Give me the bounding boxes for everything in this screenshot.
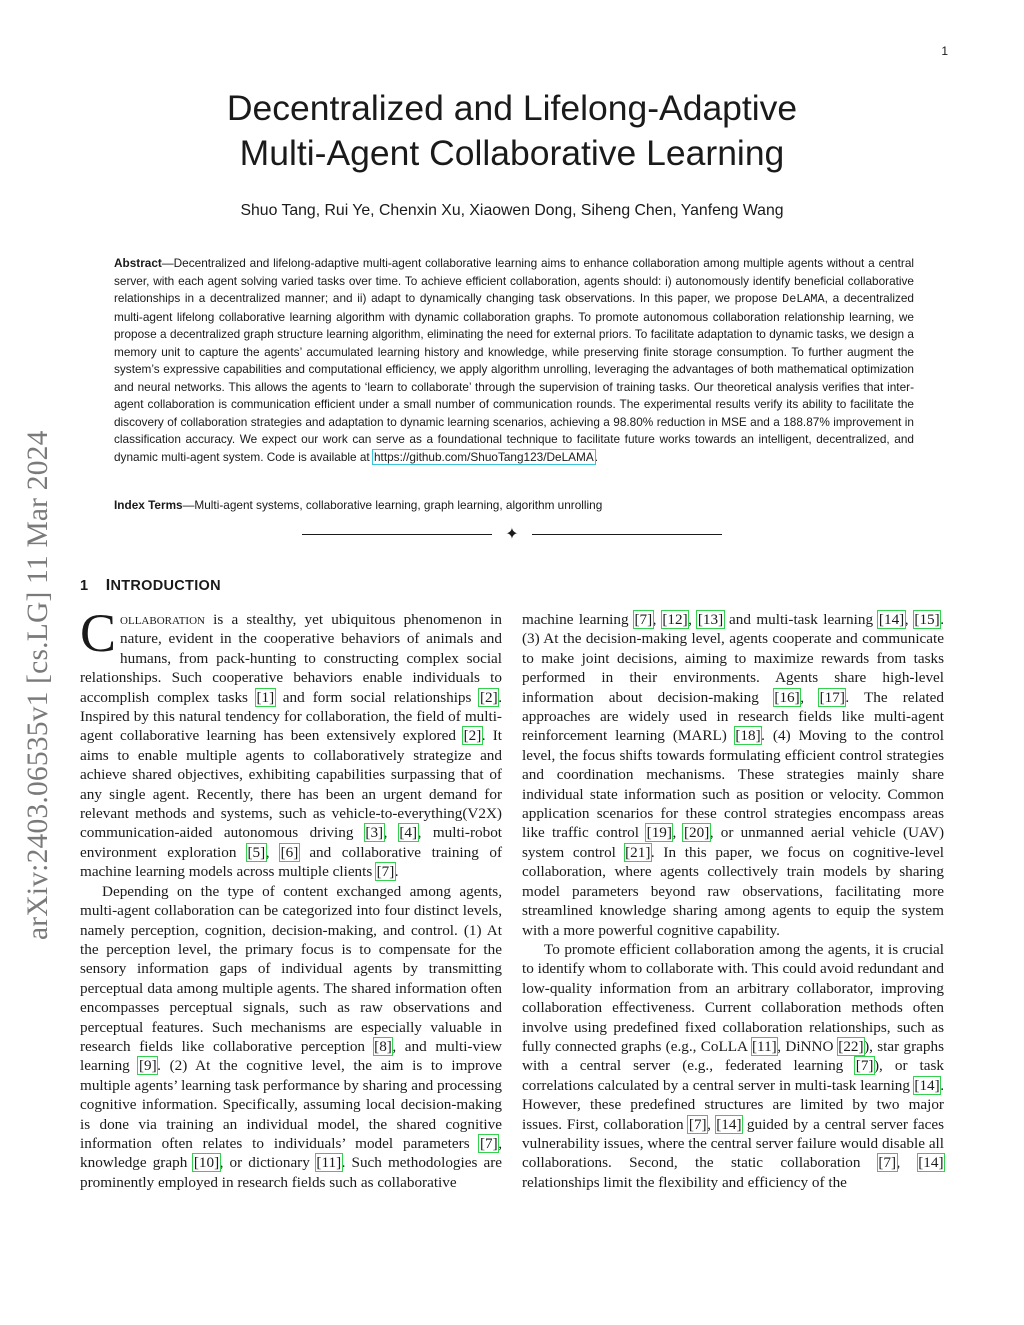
index-terms-dash: — xyxy=(182,498,195,512)
citation-link[interactable]: [7] xyxy=(634,611,653,628)
body-text: . However, these predefined structures are limited by two major issues. First, collaboration xyxy=(522,1076,944,1133)
intro-paragraph-2-continued xyxy=(522,610,944,940)
intro-paragraph-3 xyxy=(522,940,944,1192)
citation-link[interactable]: [13] xyxy=(697,611,724,628)
body-text: , xyxy=(383,824,399,842)
body-text: , knowledge graph xyxy=(80,1134,502,1172)
abstract-text-1: Decentralized and lifelong-adaptive multi-agent collaborative learning aims to enhance collaboration among multiple agents without a central server, with each agent solving varied tasks over time. To achieve efficient collaboration, agents should: i) autonomously identify beneficial collaborative relationships in a decentralized manner; and ii) adapt to dynamically changing task observations. In this paper, we propose xyxy=(114,256,914,305)
citation-link[interactable]: [14] xyxy=(918,1154,944,1172)
abstract-text-2: , a decentralized multi-agent lifelong collaborative learning algorithm with dynamic collaboration graphs. To promote autonomous collaboration relationship learning, we propose a decentralized graph structure learning algorithm, eliminating the need for external priors. To facilitate adaptation to dynamic tasks, we design a memory unit to capture the agents’ accumulated learning history and knowledge, while preserving finite storage consumption. To further augment the system’s expressive capabilities and computational efficiency, we apply algorithm unrolling, leveraging the advantages of both mathematical optimization and neural networks. This allows the agents to ‘learn to collaborate’ through the supervision of training tasks. Our theoretical analysis verifies that inter-agent collaboration is communication efficient under a small number of communication rounds. The experimental results verify its ability to facilitate the discovery of collaboration strategies and adaptation to dynamic learning scenarios, achieving a 98.80% reduction in MSE and a 188.87% improvement in classification accuracy. We expect our work can serve as a foundational technique to facilitate future works towards an intelligent, decentralized, and dynamic multi-agent system. Code is available at xyxy=(114,291,914,464)
separator-diamond-icon: ✦ xyxy=(505,524,519,543)
left-column xyxy=(80,603,503,1192)
intro-paragraph-1 xyxy=(80,603,503,882)
citation-link[interactable]: [14] xyxy=(878,611,905,628)
body-text: . Inspired by this natural tendency for collaboration, the field of multi-agent collaborative learning has been extensively explored xyxy=(80,688,502,745)
section-title-rest: NTRODUCTION xyxy=(110,578,221,594)
body-text: To promote efficient collaboration among the agents, it is crucial to identify whom to collaborate with. This could avoid redundant and low-quality information from an arbitrary collaborator, improving collaboration effectiveness. Current collaboration methods often involve using predefined fixed collaboration relationships, such as fully connected graphs (e.g., CoLLA xyxy=(522,940,944,1055)
citation-link[interactable]: [16] xyxy=(774,688,800,706)
code-link[interactable]: https://github.com/ShuoTang123/DeLAMA xyxy=(374,449,594,464)
section-separator xyxy=(302,524,722,544)
citation-link[interactable]: [12] xyxy=(662,611,688,628)
body-text: , xyxy=(265,843,281,861)
body-text: and multi-task learning xyxy=(723,611,879,628)
body-text: , xyxy=(707,1115,716,1133)
body-text: . (3) At the decision-making level, agents cooperate and communicate to make joint decisions, aiming to maximize rewards from tasks performed in their environments. Agents share high-level information about decision-making xyxy=(522,611,945,706)
citation-link[interactable]: [3] xyxy=(365,824,384,842)
separator-line-right xyxy=(532,534,722,535)
citation-link[interactable]: [11] xyxy=(316,1154,342,1172)
citation-link[interactable]: [6] xyxy=(280,843,299,861)
body-text: . In this paper, we focus on cognitive-level collaboration, where agents collectively train models by sharing model parameters beyond raw observations, facilitating more streamlined knowledge sharing among agents to equip the system with a more powerful cognitive capability. xyxy=(522,843,944,939)
body-text: and form social relationships xyxy=(274,688,480,706)
citation-link[interactable]: [8] xyxy=(374,1037,392,1055)
body-text: machine learning xyxy=(522,611,634,628)
citation-link[interactable]: [2] xyxy=(463,727,482,745)
body-text: , xyxy=(896,1154,918,1172)
abstract-label: Abstract xyxy=(114,256,162,270)
body-text: , xyxy=(652,611,662,628)
citation-link[interactable]: [7] xyxy=(479,1134,498,1152)
body-text: and collaborative training of machine learning models across multiple clients xyxy=(80,843,503,881)
body-text: . It aims to enable multiple agents to collaboratively strategize and achieve shared objectives, exhibiting capabilities surpassing that of any single agent. Recently, there has been an urgent demand for relevant methods and systems, such as vehicle-to-everything(V2X) communication-aided autonomous driving xyxy=(80,727,503,842)
citation-link[interactable]: [7] xyxy=(855,1057,874,1075)
citation-link[interactable]: [22] xyxy=(838,1037,864,1055)
body-text: Depending on the type of content exchanged among agents, multi-agent collaboration can be categorized into four distinct levels, namely perception, cognition, decision-making, and control. (1) At the perception level, the primary focus is to compensate for the sensory information gaps of individual agents by transmitting perceptual data among multiple agents. The shared information often encompasses perceptual signals, such as raw observations and perceptual features. Such mechanisms are especially valuable in research fields like collaborative perception xyxy=(80,882,502,1055)
body-text: . The related approaches are widely used in research fields like multi-agent reinforcement learning (MARL) xyxy=(522,688,945,745)
body-text: guided by a central server faces vulnerability issues, where the central server failure would disable all collaborations. Second, the static collaboration xyxy=(522,1115,944,1172)
citation-link[interactable]: [7] xyxy=(878,1154,897,1172)
body-text: . (4) Moving to the control level, the focus shifts towards formulating efficient control strategies and coordination mechanisms. These strategies mainly share individual state information such as position or velocity. Common application scenarios for these control strategies encompass areas like traffic control xyxy=(522,727,944,842)
citation-link[interactable]: [14] xyxy=(914,1076,940,1094)
body-text: . (2) At the cognitive level, the aim is to improve multiple agents’ learning task performance by sharing and processing cognitive information. Specifically, assuming local decision-making is done via training an individual model, the shared cognitive information often relates to individuals’ model parameters xyxy=(80,1057,502,1152)
citation-link[interactable]: [7] xyxy=(688,1115,707,1133)
body-text: is a stealthy, yet ubiquitous phenomenon in nature, evident in the cooperative behaviors of animals and humans, from pack-hunting to constructing complex social relationships. Such cooperative behaviors enable individuals to accomplish complex tasks xyxy=(80,611,502,706)
title-line-1: Decentralized and Lifelong-Adaptive xyxy=(226,88,798,128)
paper-title xyxy=(80,86,944,176)
body-text: , xyxy=(672,824,684,842)
index-terms-label: Index Terms xyxy=(114,498,183,512)
citation-link[interactable]: [18] xyxy=(735,727,761,745)
lead-word: ollaboration xyxy=(120,611,205,628)
body-text: , xyxy=(688,611,698,628)
citation-link[interactable]: [4] xyxy=(399,824,418,842)
section-title-initial: I xyxy=(105,577,111,594)
body-text: , xyxy=(800,688,820,706)
citation-link[interactable]: [2] xyxy=(479,688,498,706)
body-text: relationships limit the flexibility and efficiency of the xyxy=(522,1173,847,1191)
body-text: , and multi-view learning xyxy=(80,1037,502,1075)
abstract-text-3: . xyxy=(594,449,598,464)
body-text: , multi-robot environment exploration xyxy=(80,824,503,861)
intro-paragraph-2 xyxy=(80,882,502,1193)
citation-link[interactable]: [17] xyxy=(819,688,845,706)
section-heading xyxy=(80,577,221,595)
citation-link[interactable]: [14] xyxy=(716,1115,742,1133)
citation-link[interactable]: [11] xyxy=(752,1037,777,1055)
body-text: . xyxy=(394,863,399,881)
title-line-2: Multi-Agent Collaborative Learning xyxy=(239,133,785,173)
abstract-dash: — xyxy=(161,256,174,270)
citation-link[interactable]: [7] xyxy=(376,863,395,881)
index-terms xyxy=(114,498,914,512)
citation-link[interactable]: [10] xyxy=(193,1154,220,1172)
drop-cap: C xyxy=(80,603,117,663)
body-text: , or unmanned aerial vehicle (UAV) system control xyxy=(522,824,945,861)
method-name: DeLAMA xyxy=(782,292,825,306)
citation-link[interactable]: [1] xyxy=(256,688,275,706)
arxiv-stamp: arXiv:2403.06535v1 [cs.LG] 11 Mar 2024 xyxy=(22,430,54,940)
body-text: . Such methodologies are prominently employed in research fields such as collaborative xyxy=(80,1154,502,1191)
citation-link[interactable]: [20] xyxy=(683,824,710,842)
body-text: ), or task correlations calculated by a central server in multi-task learning xyxy=(522,1057,944,1094)
citation-link[interactable]: [15] xyxy=(914,611,940,628)
citation-link[interactable]: [9] xyxy=(138,1057,157,1075)
citation-link[interactable]: [19] xyxy=(646,824,672,842)
section-number: 1 xyxy=(80,578,89,594)
citation-link[interactable]: [5] xyxy=(247,843,266,861)
author-list: Shuo Tang, Rui Ye, Chenxin Xu, Xiaowen Dong, Siheng Chen, Yanfeng Wang xyxy=(240,202,784,219)
right-column xyxy=(522,610,944,1192)
index-terms-text: Multi-agent systems, collaborative learning, graph learning, algorithm unrolling xyxy=(194,498,603,512)
separator-line-left xyxy=(302,534,492,535)
body-text: ), star graphs with a central server (e.g., federated learning xyxy=(522,1037,944,1075)
citation-link[interactable]: [21] xyxy=(625,843,651,861)
body-text: , or dictionary xyxy=(219,1154,316,1172)
page-number: 1 xyxy=(941,44,948,58)
abstract xyxy=(114,255,914,466)
body-text: , DiNNO xyxy=(777,1037,838,1055)
body-text: , xyxy=(904,611,914,628)
